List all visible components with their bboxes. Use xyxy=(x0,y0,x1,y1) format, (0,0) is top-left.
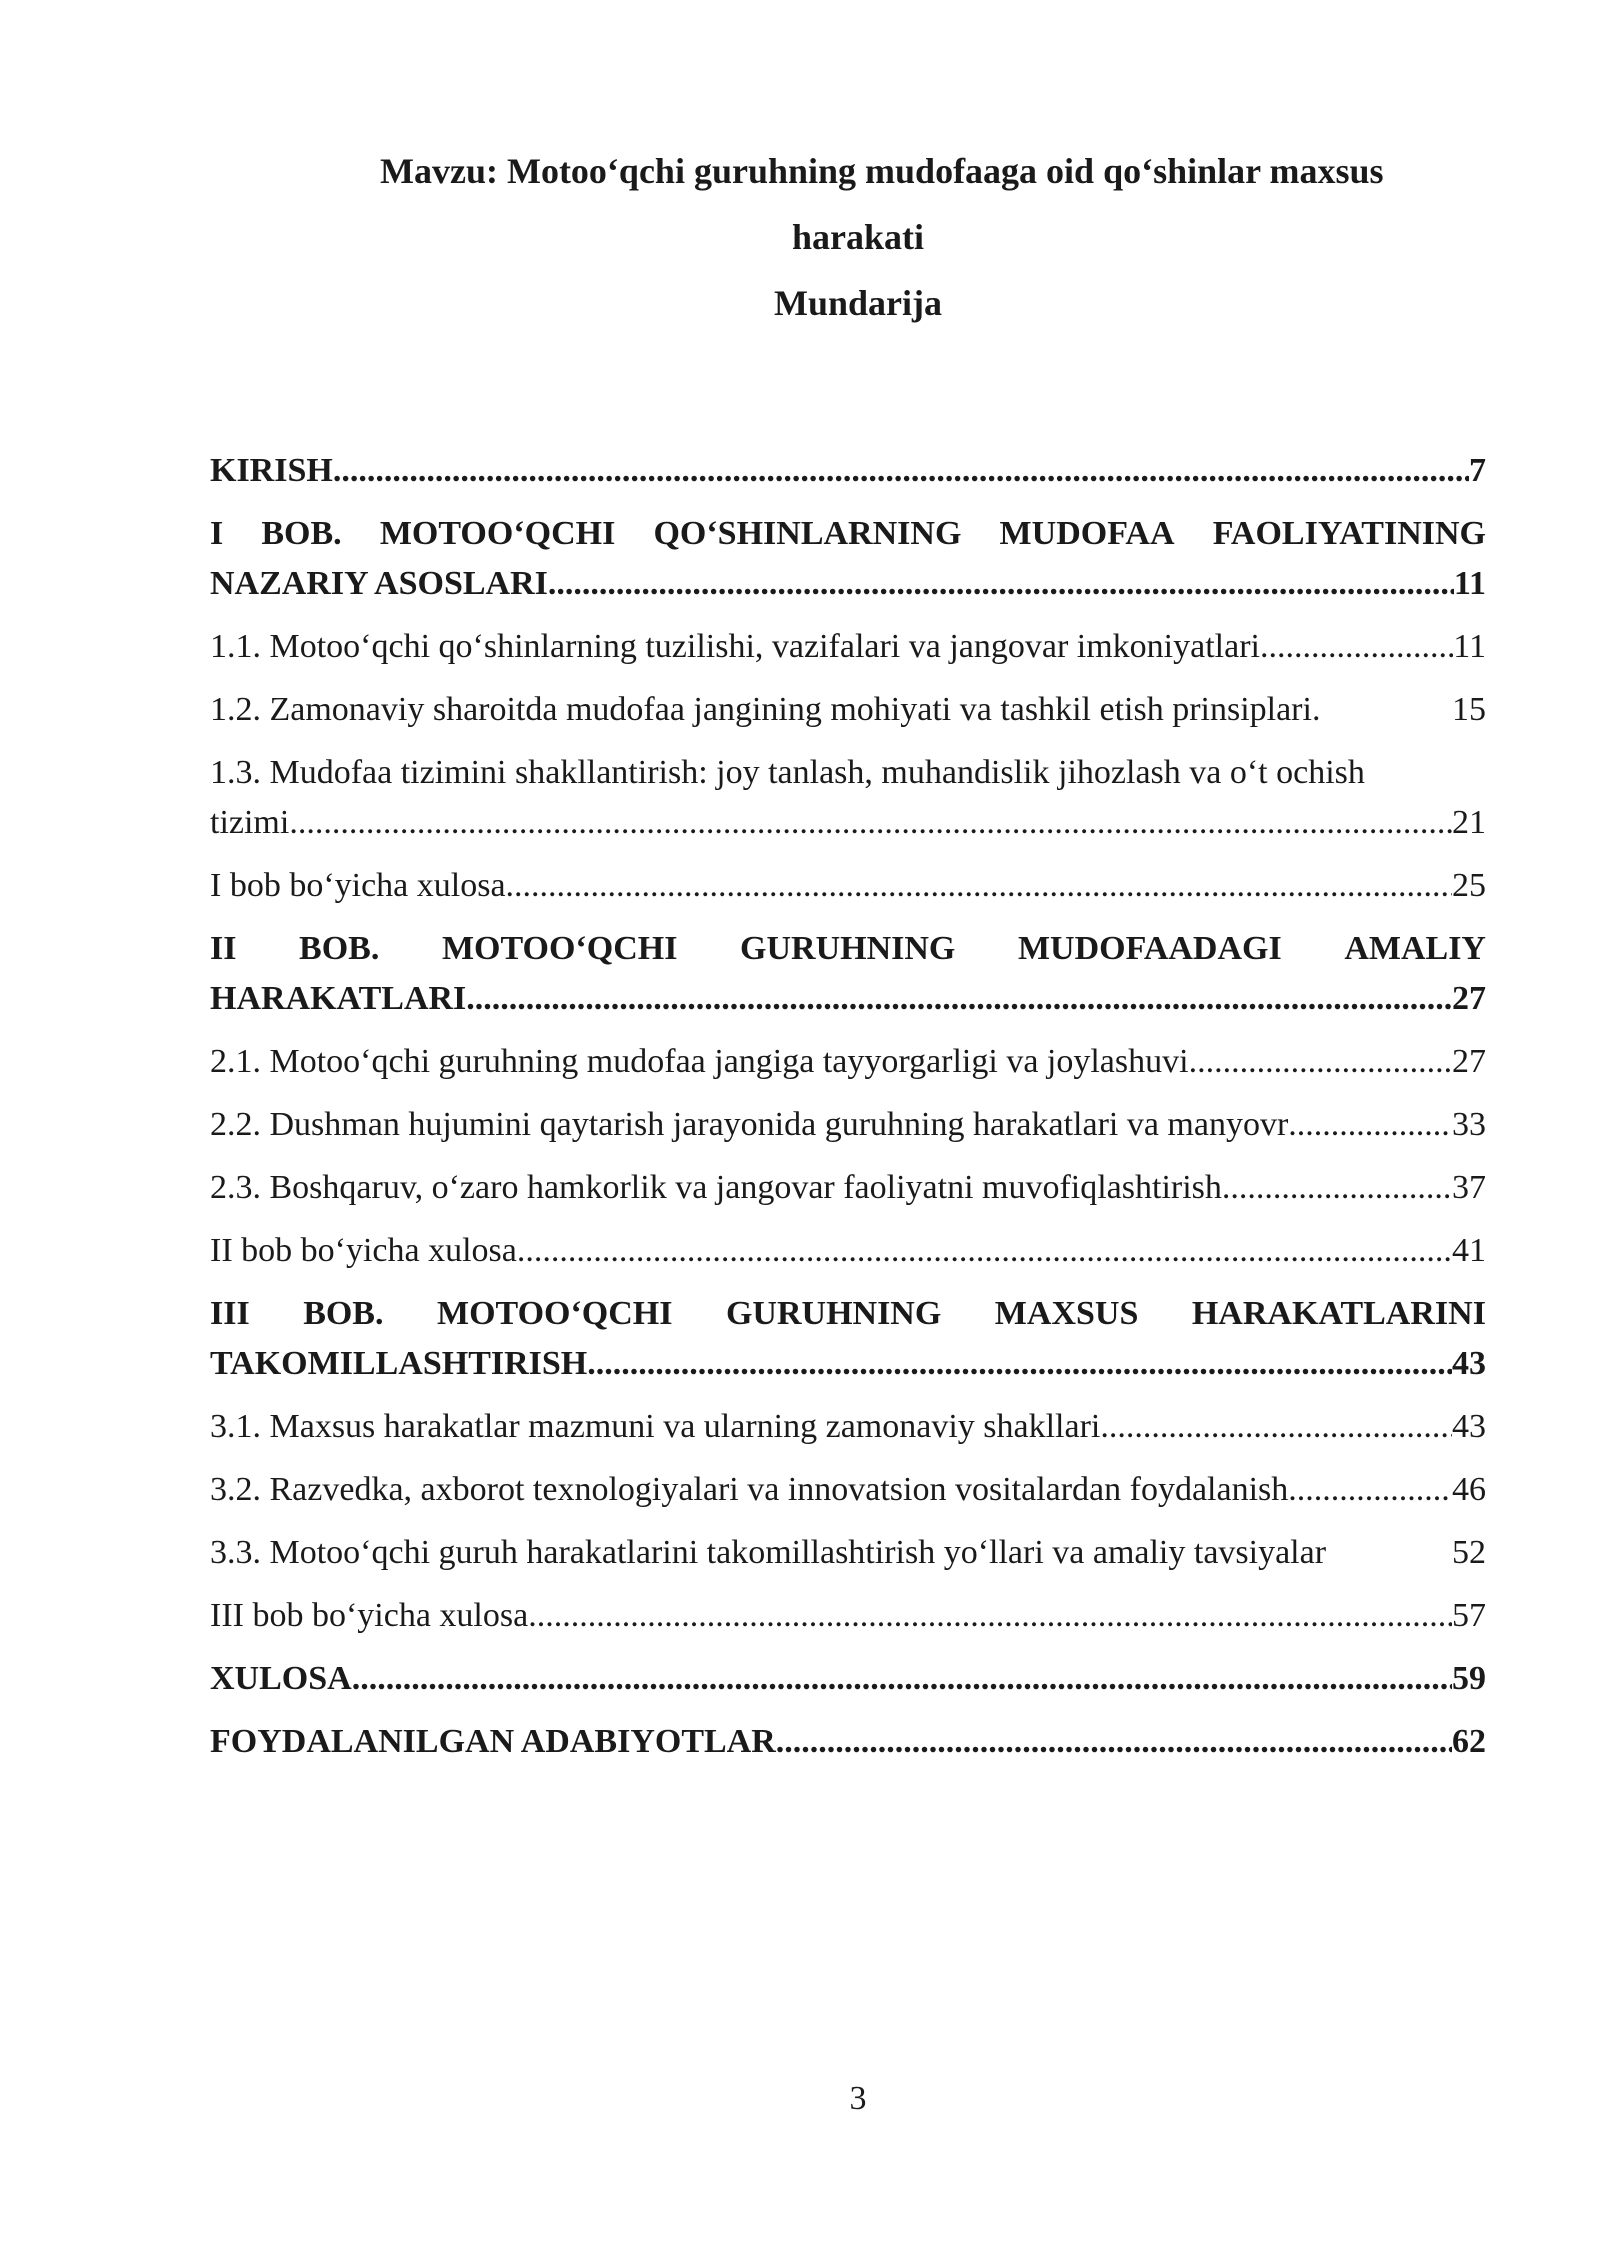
toc-word: MOTOOʻQCHI xyxy=(379,515,616,552)
toc-entry-label-line-1: 1.3. Mudofaa tizimini shakllantirish: joy tanlash, muhandislik jihozlash va oʻt ochish xyxy=(210,754,1365,791)
toc-chapter-3-line-1 xyxy=(210,1289,1486,1339)
toc-entry-label: KIRISH xyxy=(210,452,333,489)
toc-chapter-2-line-1 xyxy=(210,924,1486,974)
toc-page-number: 15 xyxy=(1452,691,1486,728)
toc-entry-label: TAKOMILLASHTIRISH xyxy=(210,1345,588,1382)
toc-page-number: 43 xyxy=(1452,1345,1486,1382)
toc-entry-chapter-1-conclusion[interactable] xyxy=(210,861,1486,911)
dot-leader xyxy=(506,861,1452,911)
toc-page-number: 59 xyxy=(1452,1660,1486,1697)
toc-word: I xyxy=(210,515,224,552)
toc-entry-label: 2.2. Dushman hujumini qaytarish jarayonida guruhning harakatlari va manyovr xyxy=(210,1106,1289,1143)
toc-entry-label: 3.1. Maxsus harakatlar mazmuni va ularning zamonaviy shakllari xyxy=(210,1408,1101,1445)
document-title-line-2: harakati xyxy=(791,217,924,257)
dot-leader xyxy=(466,974,1452,1024)
toc-page-number: 41 xyxy=(1452,1232,1486,1269)
dot-leader xyxy=(1222,1163,1452,1213)
dot-leader xyxy=(548,559,1454,609)
toc-entry-section-1-1[interactable] xyxy=(210,622,1486,672)
toc-entry-section-1-3[interactable] xyxy=(210,748,1486,848)
toc-entry-section-2-1[interactable] xyxy=(210,1037,1486,1087)
toc-page-number: 57 xyxy=(1452,1597,1486,1634)
toc-page-number: 27 xyxy=(1452,980,1486,1017)
toc-entry-label: 3.3. Motooʻqchi guruh harakatlarini takomillashtirish yoʻllari va amaliy tavsiyalar xyxy=(210,1534,1327,1571)
toc-entry-kirish[interactable] xyxy=(210,446,1486,496)
page-number: 3 xyxy=(849,2080,867,2117)
dot-leader xyxy=(1288,1100,1452,1150)
toc-word: BOB. xyxy=(299,930,380,967)
toc-word: GURUHNING xyxy=(725,1295,942,1332)
toc-entry-label: HARAKATLARI xyxy=(210,980,467,1017)
toc-entry-xulosa[interactable] xyxy=(210,1654,1486,1704)
toc-word: FAOLIYATINING xyxy=(1212,515,1486,552)
toc-entry-section-3-2[interactable] xyxy=(210,1465,1486,1515)
toc-word: III xyxy=(210,1295,250,1332)
toc-entry-chapter-3-conclusion[interactable] xyxy=(210,1591,1486,1641)
dot-leader xyxy=(333,446,1469,496)
toc-entry-label: FOYDALANILGAN ADABIYOTLAR xyxy=(210,1723,776,1760)
toc-word: MOTOOʻQCHI xyxy=(441,930,678,967)
toc-page-number: 33 xyxy=(1452,1106,1486,1143)
toc-entry-chapter-1[interactable] xyxy=(210,509,1486,609)
dot-leader xyxy=(289,798,1452,848)
toc-word: II xyxy=(210,930,237,967)
dot-leader xyxy=(587,1339,1452,1389)
toc-page-number: 37 xyxy=(1452,1169,1486,1206)
toc-entry-label: II bob boʻyicha xulosa xyxy=(210,1232,517,1269)
toc-entry-label: 3.2. Razvedka, axborot texnologiyalari va innovatsion vositalardan foydalanish xyxy=(210,1471,1289,1508)
dot-leader xyxy=(1260,622,1453,672)
table-of-contents xyxy=(210,446,1486,1780)
toc-page-number: 21 xyxy=(1452,804,1486,841)
toc-entry-chapter-3[interactable] xyxy=(210,1289,1486,1389)
toc-word: BOB. xyxy=(261,515,342,552)
toc-word: HARAKATLARINI xyxy=(1191,1295,1486,1332)
dot-leader xyxy=(1189,1037,1452,1087)
dot-leader xyxy=(517,1226,1452,1276)
toc-entry-references[interactable] xyxy=(210,1717,1486,1767)
toc-word: BOB. xyxy=(303,1295,384,1332)
toc-entry-label: I bob boʻyicha xulosa xyxy=(210,867,506,904)
toc-page-number: 43 xyxy=(1452,1408,1486,1445)
dot-leader xyxy=(1288,1465,1452,1515)
toc-word: MAXSUS xyxy=(994,1295,1139,1332)
dot-leader xyxy=(776,1717,1452,1767)
toc-entry-label: tizimi xyxy=(210,804,290,841)
toc-page-number: 7 xyxy=(1469,452,1486,489)
toc-page-number: 62 xyxy=(1452,1723,1486,1760)
toc-word: GURUHNING xyxy=(740,930,956,967)
toc-entry-section-2-2[interactable] xyxy=(210,1100,1486,1150)
toc-word: QOʻSHINLARNING xyxy=(653,515,962,552)
dot-leader xyxy=(352,1654,1452,1704)
toc-word: AMALIY xyxy=(1344,930,1486,967)
toc-word: MUDOFAA xyxy=(999,515,1175,552)
table-of-contents-heading: Mundarija xyxy=(773,283,942,323)
dot-leader xyxy=(1100,1402,1452,1452)
toc-page-number: 11 xyxy=(1453,565,1486,602)
toc-entry-label: NAZARIY ASOSLARI xyxy=(210,565,548,602)
toc-entry-section-2-3[interactable] xyxy=(210,1163,1486,1213)
toc-entry-label: 2.1. Motooʻqchi guruhning mudofaa jangiga tayyorgarligi va joylashuvi xyxy=(210,1043,1189,1080)
toc-page-number: 11 xyxy=(1453,628,1486,665)
toc-page-number: 46 xyxy=(1452,1471,1486,1508)
document-title-line-1: Mavzu: Motooʻqchi guruhning mudofaaga oid qoʻshinlar maxsus xyxy=(380,151,1384,191)
toc-entry-label: XULOSA xyxy=(210,1660,352,1697)
toc-word: MOTOOʻQCHI xyxy=(436,1295,673,1332)
toc-page-number: 52 xyxy=(1452,1534,1486,1571)
toc-entry-label: 1.2. Zamonaviy sharoitda mudofaa jangining mohiyati va tashkil etish prinsiplari. xyxy=(210,691,1321,728)
toc-entry-label: 2.3. Boshqaruv, oʻzaro hamkorlik va jangovar faoliyatni muvofiqlashtirish xyxy=(210,1169,1222,1206)
toc-entry-section-1-2[interactable] xyxy=(210,685,1486,735)
toc-entry-section-3-3[interactable] xyxy=(210,1528,1486,1578)
toc-entry-chapter-2[interactable] xyxy=(210,924,1486,1024)
dot-leader xyxy=(528,1591,1452,1641)
toc-page-number: 25 xyxy=(1452,867,1486,904)
toc-page-number: 27 xyxy=(1452,1043,1486,1080)
toc-word: MUDOFAADAGI xyxy=(1017,930,1282,967)
toc-chapter-1-line-1 xyxy=(210,509,1486,559)
toc-entry-section-3-1[interactable] xyxy=(210,1402,1486,1452)
toc-entry-label: III bob boʻyicha xulosa xyxy=(210,1597,529,1634)
toc-entry-label: 1.1. Motooʻqchi qoʻshinlarning tuzilishi, vazifalari va jangovar imkoniyatlari xyxy=(210,628,1260,665)
toc-entry-chapter-2-conclusion[interactable] xyxy=(210,1226,1486,1276)
